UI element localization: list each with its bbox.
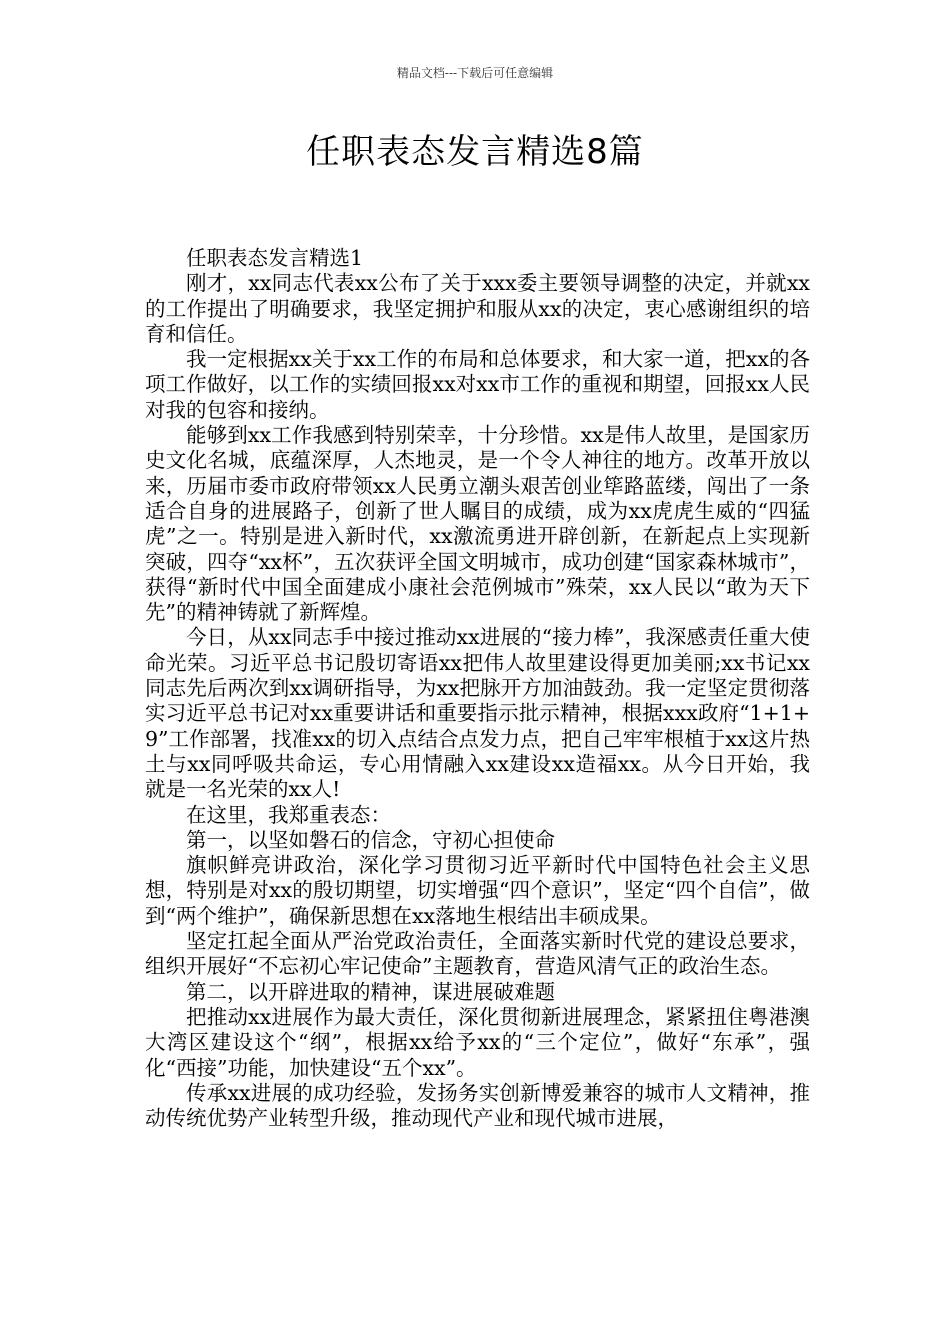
paragraph: 坚定扛起全面从严治党政治责任，全面落实新时代党的建设总要求，组织开展好“不忘初心牢记使命”主题教育，营造风清气正的政治生态。 bbox=[145, 929, 810, 979]
document-title: 任职表态发言精选8篇 bbox=[306, 132, 644, 172]
paragraph: 传承xx进展的成功经验，发扬务实创新博爱兼容的城市人文精神，推动传统优势产业转型升级，推动现代产业和现代城市进展， bbox=[145, 1080, 810, 1131]
paragraph: 今日，从xx同志手中接过推动xx进展的“接力棒”，我深感责任重大使命光荣。习近平总书记殷切寄语xx把伟人故里建设得更加美丽;xx书记xx同志先后两次到xx调研指导，为xx把脉开方加油鼓劲。我一定坚定贯彻落实习近平总书记对xx重要讲话和重要指示批示精神，根据xxx政府“1+1+9”工作部署，找准xx的切入点结合点发力点，把自己牢牢根植于xx这片热土与xx同呼吸共命运，专心用情融入xx建设xx造福xx。从今日开始，我就是一名光荣的xx人! bbox=[145, 625, 810, 802]
section-heading-1: 任职表态发言精选1 bbox=[186, 246, 364, 270]
subheading-second: 第二，以开辟进取的精神，谋进展破难题 bbox=[186, 979, 555, 1004]
paragraph: 能够到xx工作我感到特别荣幸，十分珍惜。xx是伟人故里，是国家历史文化名城，底蕴深厚，人杰地灵，是一个令人神往的地方。改革开放以来，历届市委市政府带领xx人民勇立潮头艰苦创业筚路蓝缕，闯出了一条适合自身的进展路子，创新了世人瞩目的成绩，成为xx虎虎生威的“四猛虎”之一。特别是进入新时代，xx激流勇进开辟创新，在新起点上实现新突破，四夺“xx杯”，五次获评全国文明城市，成功创建“国家森林城市”，获得“新时代中国全面建成小康社会范例城市”殊荣，xx人民以“敢为天下先”的精神铸就了新辉煌。 bbox=[145, 423, 810, 625]
paragraph: 在这里，我郑重表态： bbox=[186, 802, 391, 827]
paragraph: 旗帜鲜亮讲政治，深化学习贯彻习近平新时代中国特色社会主义思想，特别是对xx的殷切期望，切实增强“四个意识”，坚定“四个自信”，做到“两个维护”，确保新思想在xx落地生根结出丰硕成果。 bbox=[145, 853, 810, 928]
header-note: 精品文档---下载后可任意编辑 bbox=[396, 66, 554, 80]
paragraph: 把推动xx进展作为最大责任，深化贯彻新进展理念，紧紧扭住粤港澳大湾区建设这个“纲”，根据xx给予xx的“三个定位”，做好“东承”，强化“西接”功能，加快建设“五个xx”。 bbox=[145, 1004, 810, 1080]
document-body bbox=[145, 246, 810, 1131]
paragraph: 刚才，xx同志代表xx公布了关于xxx委主要领导调整的决定，并就xx的工作提出了明确要求，我坚定拥护和服从xx的决定，衷心感谢组织的培育和信任。 bbox=[145, 271, 810, 346]
subheading-first: 第一，以坚如磐石的信念，守初心担使命 bbox=[186, 827, 555, 852]
paragraph: 我一定根据xx关于xx工作的布局和总体要求，和大家一道，把xx的各项工作做好，以工作的实绩回报xx对xx市工作的重视和期望，回报xx人民对我的包容和接纳。 bbox=[145, 347, 810, 422]
